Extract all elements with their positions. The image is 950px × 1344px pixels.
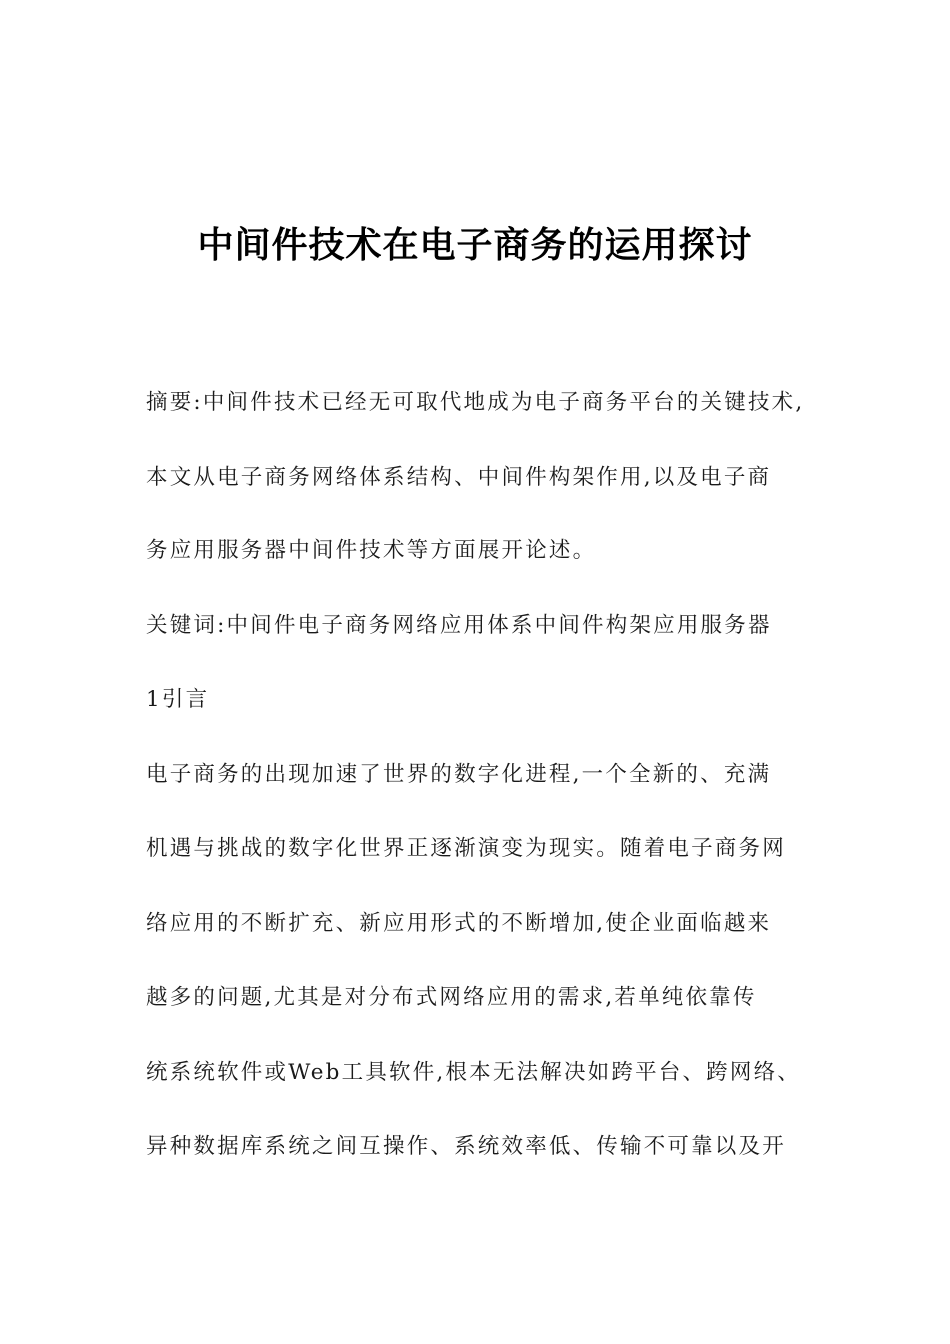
paragraph-line-5: 统系统软件或Web工具软件,根本无法解决如跨平台、跨网络、 (146, 1060, 801, 1085)
document-title: 中间件技术在电子商务的运用探讨 (197, 225, 753, 266)
keywords-line: 关键词:中间件电子商务网络应用体系中间件构架应用服务器 (146, 613, 772, 638)
paragraph-line-3: 络应用的不断扩充、新应用形式的不断增加,使企业面临越来 (146, 911, 772, 936)
section-heading-introduction: 1引言 (146, 687, 210, 712)
abstract-line-3: 务应用服务器中间件技术等方面展开论述。 (146, 538, 597, 563)
paragraph-line-1: 电子商务的出现加速了世界的数字化进程,一个全新的、充满 (146, 762, 772, 787)
abstract-line-1: 摘要:中间件技术已经无可取代地成为电子商务平台的关键技术, (146, 390, 805, 415)
paragraph-line-2: 机遇与挑战的数字化世界正逐渐演变为现实。随着电子商务网 (146, 836, 786, 861)
paragraph-line-4: 越多的问题,尤其是对分布式网络应用的需求,若单纯依靠传 (146, 985, 757, 1010)
paragraph-line-6: 异种数据库系统之间互操作、系统效率低、传输不可靠以及开 (146, 1134, 786, 1159)
abstract-line-2: 本文从电子商务网络体系结构、中间件构架作用,以及电子商 (146, 465, 772, 490)
